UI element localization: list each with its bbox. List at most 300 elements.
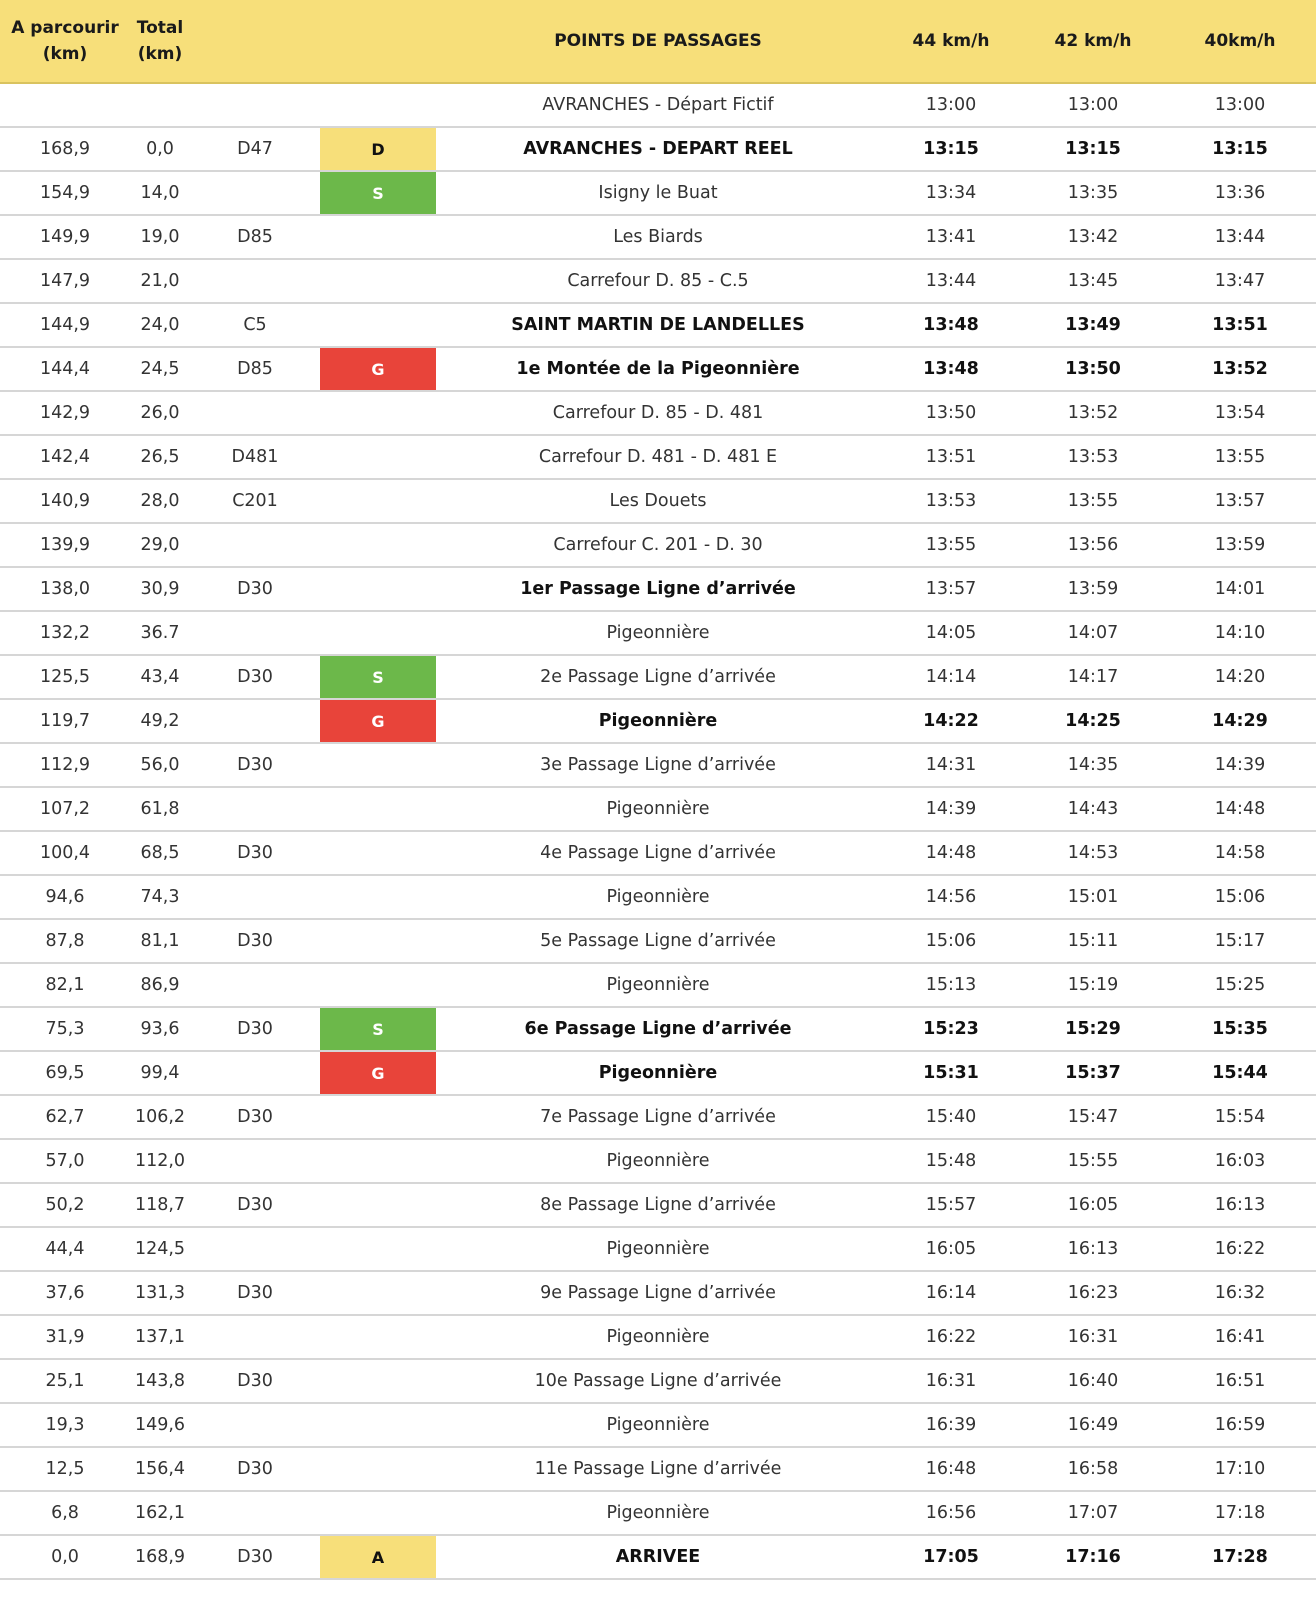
cell-total (130, 1140, 190, 1182)
cell-time-42 (1022, 1360, 1164, 1402)
cell-a-parcourir-text: 149,9 (39, 227, 91, 247)
cell-total (130, 524, 190, 566)
header-speed-44: 44 km/h (912, 31, 990, 51)
table-row (0, 1404, 1316, 1448)
cell-a-parcourir-text: 57,0 (45, 1151, 85, 1171)
cell-road-text: D30 (237, 1019, 273, 1039)
cell-a-parcourir (0, 964, 130, 1006)
cell-road (190, 260, 320, 302)
cell-a-parcourir-text: 100,4 (39, 843, 91, 863)
cell-point-name-text: 8e Passage Ligne d’arrivée (540, 1195, 776, 1215)
cell-badge (320, 1008, 436, 1050)
table-row (0, 1096, 1316, 1140)
cell-a-parcourir (0, 1184, 130, 1226)
cell-point-name-text: 10e Passage Ligne d’arrivée (534, 1371, 782, 1391)
cell-point-name-text: 9e Passage Ligne d’arrivée (540, 1283, 776, 1303)
cell-badge (320, 920, 436, 962)
cell-total-text: 43,4 (140, 667, 180, 687)
table-row (0, 1184, 1316, 1228)
cell-badge (320, 216, 436, 258)
header-badge (320, 0, 436, 82)
table-row (0, 216, 1316, 260)
table-row (0, 480, 1316, 524)
cell-road-text: D30 (237, 1107, 273, 1127)
cell-time-42 (1022, 260, 1164, 302)
cell-total-text: 68,5 (140, 843, 180, 863)
cell-a-parcourir-text: 82,1 (45, 975, 85, 995)
cell-a-parcourir-text: 94,6 (45, 887, 85, 907)
cell-time-44 (880, 1448, 1022, 1490)
cell-road-text: D30 (237, 579, 273, 599)
cell-point-name-text: Pigeonnière (606, 623, 710, 643)
cell-time-44-text: 15:06 (925, 931, 977, 951)
cell-point-name (436, 436, 880, 478)
cell-a-parcourir-text: 140,9 (39, 491, 91, 511)
cell-badge (320, 524, 436, 566)
cell-point-name-text: 4e Passage Ligne d’arrivée (540, 843, 776, 863)
cell-point-name-text: ARRIVEE (615, 1547, 701, 1567)
cell-total-text: 24,0 (140, 315, 180, 335)
cell-time-42-text: 16:40 (1067, 1371, 1119, 1391)
badge-empty (320, 304, 436, 346)
cell-point-name-text: Pigeonnière (606, 799, 710, 819)
cell-point-name-text: 1er Passage Ligne d’arrivée (520, 579, 796, 599)
cell-a-parcourir-text: 87,8 (45, 931, 85, 951)
badge-s: S (320, 1008, 436, 1050)
cell-point-name-text: Isigny le Buat (598, 183, 718, 203)
cell-total-text: 36.7 (140, 623, 180, 643)
cell-total (130, 788, 190, 830)
cell-a-parcourir (0, 1140, 130, 1182)
cell-a-parcourir-text: 19,3 (45, 1415, 85, 1435)
cell-point-name (436, 1492, 880, 1534)
cell-badge (320, 304, 436, 346)
cell-time-44 (880, 700, 1022, 742)
cell-time-44 (880, 1184, 1022, 1226)
cell-road-text: D30 (237, 1547, 273, 1567)
cell-total-text: 49,2 (140, 711, 180, 731)
cell-time-42-text: 13:35 (1067, 183, 1119, 203)
cell-time-42-text: 16:13 (1067, 1239, 1119, 1259)
cell-a-parcourir (0, 524, 130, 566)
cell-time-42-text: 15:11 (1067, 931, 1119, 951)
cell-road (190, 1140, 320, 1182)
table-row (0, 1228, 1316, 1272)
cell-time-42-text: 13:00 (1067, 95, 1119, 115)
cell-time-40-text: 14:29 (1212, 711, 1268, 731)
cell-time-42-text: 13:59 (1067, 579, 1119, 599)
cell-total (130, 1404, 190, 1446)
cell-a-parcourir (0, 1360, 130, 1402)
table-row (0, 128, 1316, 172)
cell-time-44-text: 15:31 (923, 1063, 979, 1083)
cell-time-44-text: 13:48 (923, 315, 979, 335)
cell-a-parcourir-text: 144,9 (39, 315, 91, 335)
cell-time-44-text: 14:14 (925, 667, 977, 687)
cell-time-40 (1164, 744, 1316, 786)
cell-time-42-text: 16:23 (1067, 1283, 1119, 1303)
cell-point-name (436, 656, 880, 698)
cell-a-parcourir-text: 12,5 (45, 1459, 85, 1479)
cell-time-44 (880, 216, 1022, 258)
cell-time-42-text: 15:19 (1067, 975, 1119, 995)
cell-time-44-text: 13:57 (925, 579, 977, 599)
cell-time-42-text: 14:43 (1067, 799, 1119, 819)
cell-time-40-text: 13:59 (1214, 535, 1266, 555)
cell-road (190, 172, 320, 214)
table-row (0, 700, 1316, 744)
cell-time-40 (1164, 832, 1316, 874)
cell-time-40 (1164, 436, 1316, 478)
cell-total-text: 149,6 (134, 1415, 186, 1435)
cell-a-parcourir-text: 142,4 (39, 447, 91, 467)
cell-time-40-text: 16:59 (1214, 1415, 1266, 1435)
cell-badge (320, 788, 436, 830)
badge-empty (320, 436, 436, 478)
cell-point-name-text: 5e Passage Ligne d’arrivée (540, 931, 776, 951)
cell-total (130, 1272, 190, 1314)
cell-a-parcourir (0, 1492, 130, 1534)
cell-total-text: 124,5 (134, 1239, 186, 1259)
cell-a-parcourir-text: 139,9 (39, 535, 91, 555)
cell-point-name-text: 2e Passage Ligne d’arrivée (540, 667, 776, 687)
cell-total (130, 744, 190, 786)
badge-empty (320, 1096, 436, 1138)
cell-time-40 (1164, 128, 1316, 170)
cell-point-name (436, 1008, 880, 1050)
cell-time-44 (880, 964, 1022, 1006)
cell-road-text: D481 (231, 447, 279, 467)
cell-point-name (436, 832, 880, 874)
cell-a-parcourir (0, 216, 130, 258)
cell-badge (320, 172, 436, 214)
cell-point-name (436, 700, 880, 742)
badge-empty (320, 524, 436, 566)
cell-total-text: 112,0 (134, 1151, 186, 1171)
cell-badge (320, 1052, 436, 1094)
cell-total (130, 700, 190, 742)
cell-a-parcourir (0, 348, 130, 390)
cell-time-42 (1022, 1448, 1164, 1490)
cell-time-44 (880, 392, 1022, 434)
badge-empty (320, 1272, 436, 1314)
cell-time-42-text: 14:53 (1067, 843, 1119, 863)
cell-road-text: D30 (237, 1459, 273, 1479)
table-row (0, 876, 1316, 920)
cell-time-44-text: 15:13 (925, 975, 977, 995)
cell-point-name-text: Pigeonnière (598, 711, 718, 731)
cell-road (190, 1404, 320, 1446)
cell-time-40-text: 14:01 (1214, 579, 1266, 599)
cell-a-parcourir-text: 44,4 (45, 1239, 85, 1259)
cell-time-40 (1164, 524, 1316, 566)
header-total-unit: (km) (137, 44, 183, 64)
cell-time-44 (880, 524, 1022, 566)
cell-total (130, 612, 190, 654)
cell-badge (320, 392, 436, 434)
cell-badge (320, 832, 436, 874)
cell-road-text: C5 (243, 315, 267, 335)
cell-total (130, 1184, 190, 1226)
table-row (0, 436, 1316, 480)
cell-point-name-text: AVRANCHES - DEPART REEL (523, 139, 793, 159)
cell-road-text: D30 (237, 1371, 273, 1391)
cell-time-44-text: 14:56 (925, 887, 977, 907)
cell-time-44 (880, 1272, 1022, 1314)
cell-time-42-text: 16:58 (1067, 1459, 1119, 1479)
cell-badge (320, 128, 436, 170)
cell-point-name (436, 1536, 880, 1578)
cell-time-42-text: 13:42 (1067, 227, 1119, 247)
cell-a-parcourir-text: 132,2 (39, 623, 91, 643)
cell-time-44-text: 14:05 (925, 623, 977, 643)
badge-empty (320, 920, 436, 962)
cell-point-name (436, 1096, 880, 1138)
cell-road-text: C201 (232, 491, 278, 511)
cell-a-parcourir (0, 260, 130, 302)
cell-a-parcourir (0, 172, 130, 214)
cell-total (130, 436, 190, 478)
cell-a-parcourir-text: 154,9 (39, 183, 91, 203)
cell-time-40 (1164, 1404, 1316, 1446)
cell-badge (320, 612, 436, 654)
cell-time-40-text: 16:13 (1214, 1195, 1266, 1215)
cell-time-44-text: 15:57 (925, 1195, 977, 1215)
cell-a-parcourir (0, 1448, 130, 1490)
cell-time-44 (880, 1008, 1022, 1050)
cell-road (190, 1492, 320, 1534)
cell-time-40 (1164, 700, 1316, 742)
cell-road-text: D30 (237, 1195, 273, 1215)
cell-total-text: 26,0 (140, 403, 180, 423)
cell-road (190, 612, 320, 654)
cell-point-name (436, 1404, 880, 1446)
cell-time-44-text: 13:00 (925, 95, 977, 115)
cell-time-42 (1022, 964, 1164, 1006)
cell-a-parcourir-text: 69,5 (45, 1063, 85, 1083)
cell-badge (320, 964, 436, 1006)
cell-badge (320, 1096, 436, 1138)
cell-road-text: D30 (237, 843, 273, 863)
cell-time-42-text: 15:55 (1067, 1151, 1119, 1171)
cell-badge (320, 1272, 436, 1314)
cell-a-parcourir (0, 568, 130, 610)
cell-time-44 (880, 84, 1022, 126)
cell-time-42-text: 16:31 (1067, 1327, 1119, 1347)
cell-time-42-text: 13:50 (1065, 359, 1121, 379)
table-row (0, 304, 1316, 348)
cell-badge (320, 1228, 436, 1270)
cell-point-name (436, 216, 880, 258)
cell-time-40 (1164, 1316, 1316, 1358)
cell-road (190, 84, 320, 126)
table-header (0, 0, 1316, 84)
cell-time-44-text: 16:14 (925, 1283, 977, 1303)
cell-total (130, 84, 190, 126)
table-row (0, 1360, 1316, 1404)
cell-time-40 (1164, 1052, 1316, 1094)
cell-road-text: D85 (237, 227, 273, 247)
cell-total (130, 348, 190, 390)
cell-total (130, 128, 190, 170)
cell-time-44 (880, 172, 1022, 214)
cell-point-name (436, 1360, 880, 1402)
cell-time-40 (1164, 1140, 1316, 1182)
cell-point-name-text: Pigeonnière (598, 1063, 718, 1083)
cell-time-44 (880, 480, 1022, 522)
cell-road (190, 1052, 320, 1094)
cell-total (130, 1096, 190, 1138)
cell-badge (320, 568, 436, 610)
cell-time-44 (880, 304, 1022, 346)
cell-road (190, 1096, 320, 1138)
cell-time-40-text: 13:57 (1214, 491, 1266, 511)
cell-time-44 (880, 128, 1022, 170)
header-a-parcourir-unit: (km) (42, 44, 88, 64)
cell-total-text: 93,6 (140, 1019, 180, 1039)
cell-time-44 (880, 348, 1022, 390)
cell-time-44 (880, 1096, 1022, 1138)
cell-time-40-text: 13:51 (1212, 315, 1268, 335)
cell-point-name (436, 1316, 880, 1358)
cell-road (190, 700, 320, 742)
table-row (0, 964, 1316, 1008)
cell-road (190, 744, 320, 786)
cell-total (130, 964, 190, 1006)
cell-time-40 (1164, 1272, 1316, 1314)
cell-total-text: 14,0 (140, 183, 180, 203)
badge-empty (320, 480, 436, 522)
header-a-parcourir-label: A parcourir (11, 18, 119, 38)
cell-time-42-text: 13:52 (1067, 403, 1119, 423)
cell-total (130, 920, 190, 962)
cell-time-42 (1022, 612, 1164, 654)
cell-a-parcourir-text: 168,9 (39, 139, 91, 159)
cell-a-parcourir-text: 112,9 (39, 755, 91, 775)
cell-total (130, 1228, 190, 1270)
cell-point-name (436, 568, 880, 610)
cell-road (190, 656, 320, 698)
cell-point-name-text: Carrefour D. 481 - D. 481 E (538, 447, 778, 467)
cell-time-42-text: 15:37 (1065, 1063, 1121, 1083)
cell-road (190, 964, 320, 1006)
cell-time-42-text: 16:49 (1067, 1415, 1119, 1435)
cell-road (190, 788, 320, 830)
cell-point-name (436, 1228, 880, 1270)
table-row (0, 1448, 1316, 1492)
badge-empty (320, 1184, 436, 1226)
cell-time-40 (1164, 568, 1316, 610)
cell-time-40-text: 15:06 (1214, 887, 1266, 907)
cell-point-name-text: Carrefour D. 85 - D. 481 (552, 403, 764, 423)
cell-time-44-text: 13:15 (923, 139, 979, 159)
cell-time-42 (1022, 1536, 1164, 1578)
cell-a-parcourir (0, 1272, 130, 1314)
cell-time-44 (880, 1228, 1022, 1270)
cell-time-42 (1022, 1140, 1164, 1182)
cell-time-44 (880, 612, 1022, 654)
cell-total (130, 216, 190, 258)
header-points: POINTS DE PASSAGES (554, 31, 762, 51)
cell-time-44 (880, 744, 1022, 786)
cell-time-44 (880, 436, 1022, 478)
cell-point-name-text: 1e Montée de la Pigeonnière (516, 359, 800, 379)
badge-empty (320, 1140, 436, 1182)
cell-total (130, 1052, 190, 1094)
cell-a-parcourir-text: 6,8 (51, 1503, 79, 1523)
cell-a-parcourir-text: 0,0 (51, 1547, 79, 1567)
cell-road (190, 304, 320, 346)
cell-total-text: 0,0 (146, 139, 174, 159)
cell-road (190, 920, 320, 962)
cell-total-text: 28,0 (140, 491, 180, 511)
cell-a-parcourir-text: 50,2 (45, 1195, 85, 1215)
cell-time-42-text: 13:56 (1067, 535, 1119, 555)
cell-time-40-text: 16:03 (1214, 1151, 1266, 1171)
cell-time-44 (880, 1404, 1022, 1446)
cell-point-name-text: Pigeonnière (606, 1151, 710, 1171)
cell-time-44-text: 16:56 (925, 1503, 977, 1523)
cell-time-40 (1164, 1184, 1316, 1226)
cell-a-parcourir-text: 37,6 (45, 1283, 85, 1303)
cell-time-42 (1022, 1228, 1164, 1270)
cell-time-44-text: 16:22 (925, 1327, 977, 1347)
cell-time-42-text: 15:47 (1067, 1107, 1119, 1127)
cell-a-parcourir-text: 144,4 (39, 359, 91, 379)
cell-time-40-text: 14:20 (1214, 667, 1266, 687)
cell-total (130, 656, 190, 698)
badge-empty (320, 1316, 436, 1358)
cell-a-parcourir (0, 612, 130, 654)
cell-time-44-text: 13:55 (925, 535, 977, 555)
cell-badge (320, 480, 436, 522)
cell-time-42 (1022, 1096, 1164, 1138)
cell-a-parcourir (0, 1008, 130, 1050)
header-a-parcourir (0, 0, 130, 82)
cell-point-name (436, 348, 880, 390)
table-row (0, 524, 1316, 568)
cell-total (130, 832, 190, 874)
cell-time-42 (1022, 1492, 1164, 1534)
table-row (0, 392, 1316, 436)
cell-road (190, 1360, 320, 1402)
cell-a-parcourir (0, 700, 130, 742)
table-row (0, 348, 1316, 392)
cell-time-42-text: 13:45 (1067, 271, 1119, 291)
cell-time-40-text: 16:41 (1214, 1327, 1266, 1347)
table-row (0, 568, 1316, 612)
cell-total-text: 24,5 (140, 359, 180, 379)
cell-point-name (436, 920, 880, 962)
cell-point-name-text: Carrefour C. 201 - D. 30 (553, 535, 763, 555)
table-row (0, 656, 1316, 700)
cell-road (190, 524, 320, 566)
cell-time-44 (880, 1492, 1022, 1534)
cell-time-40-text: 13:54 (1214, 403, 1266, 423)
cell-time-42 (1022, 392, 1164, 434)
cell-a-parcourir (0, 656, 130, 698)
badge-empty (320, 1404, 436, 1446)
cell-point-name (436, 876, 880, 918)
cell-point-name (436, 1052, 880, 1094)
cell-time-40-text: 17:10 (1214, 1459, 1266, 1479)
cell-time-44-text: 13:51 (925, 447, 977, 467)
cell-time-40-text: 15:44 (1212, 1063, 1268, 1083)
cell-time-42 (1022, 436, 1164, 478)
cell-total (130, 1008, 190, 1050)
cell-a-parcourir (0, 788, 130, 830)
cell-time-40 (1164, 1228, 1316, 1270)
